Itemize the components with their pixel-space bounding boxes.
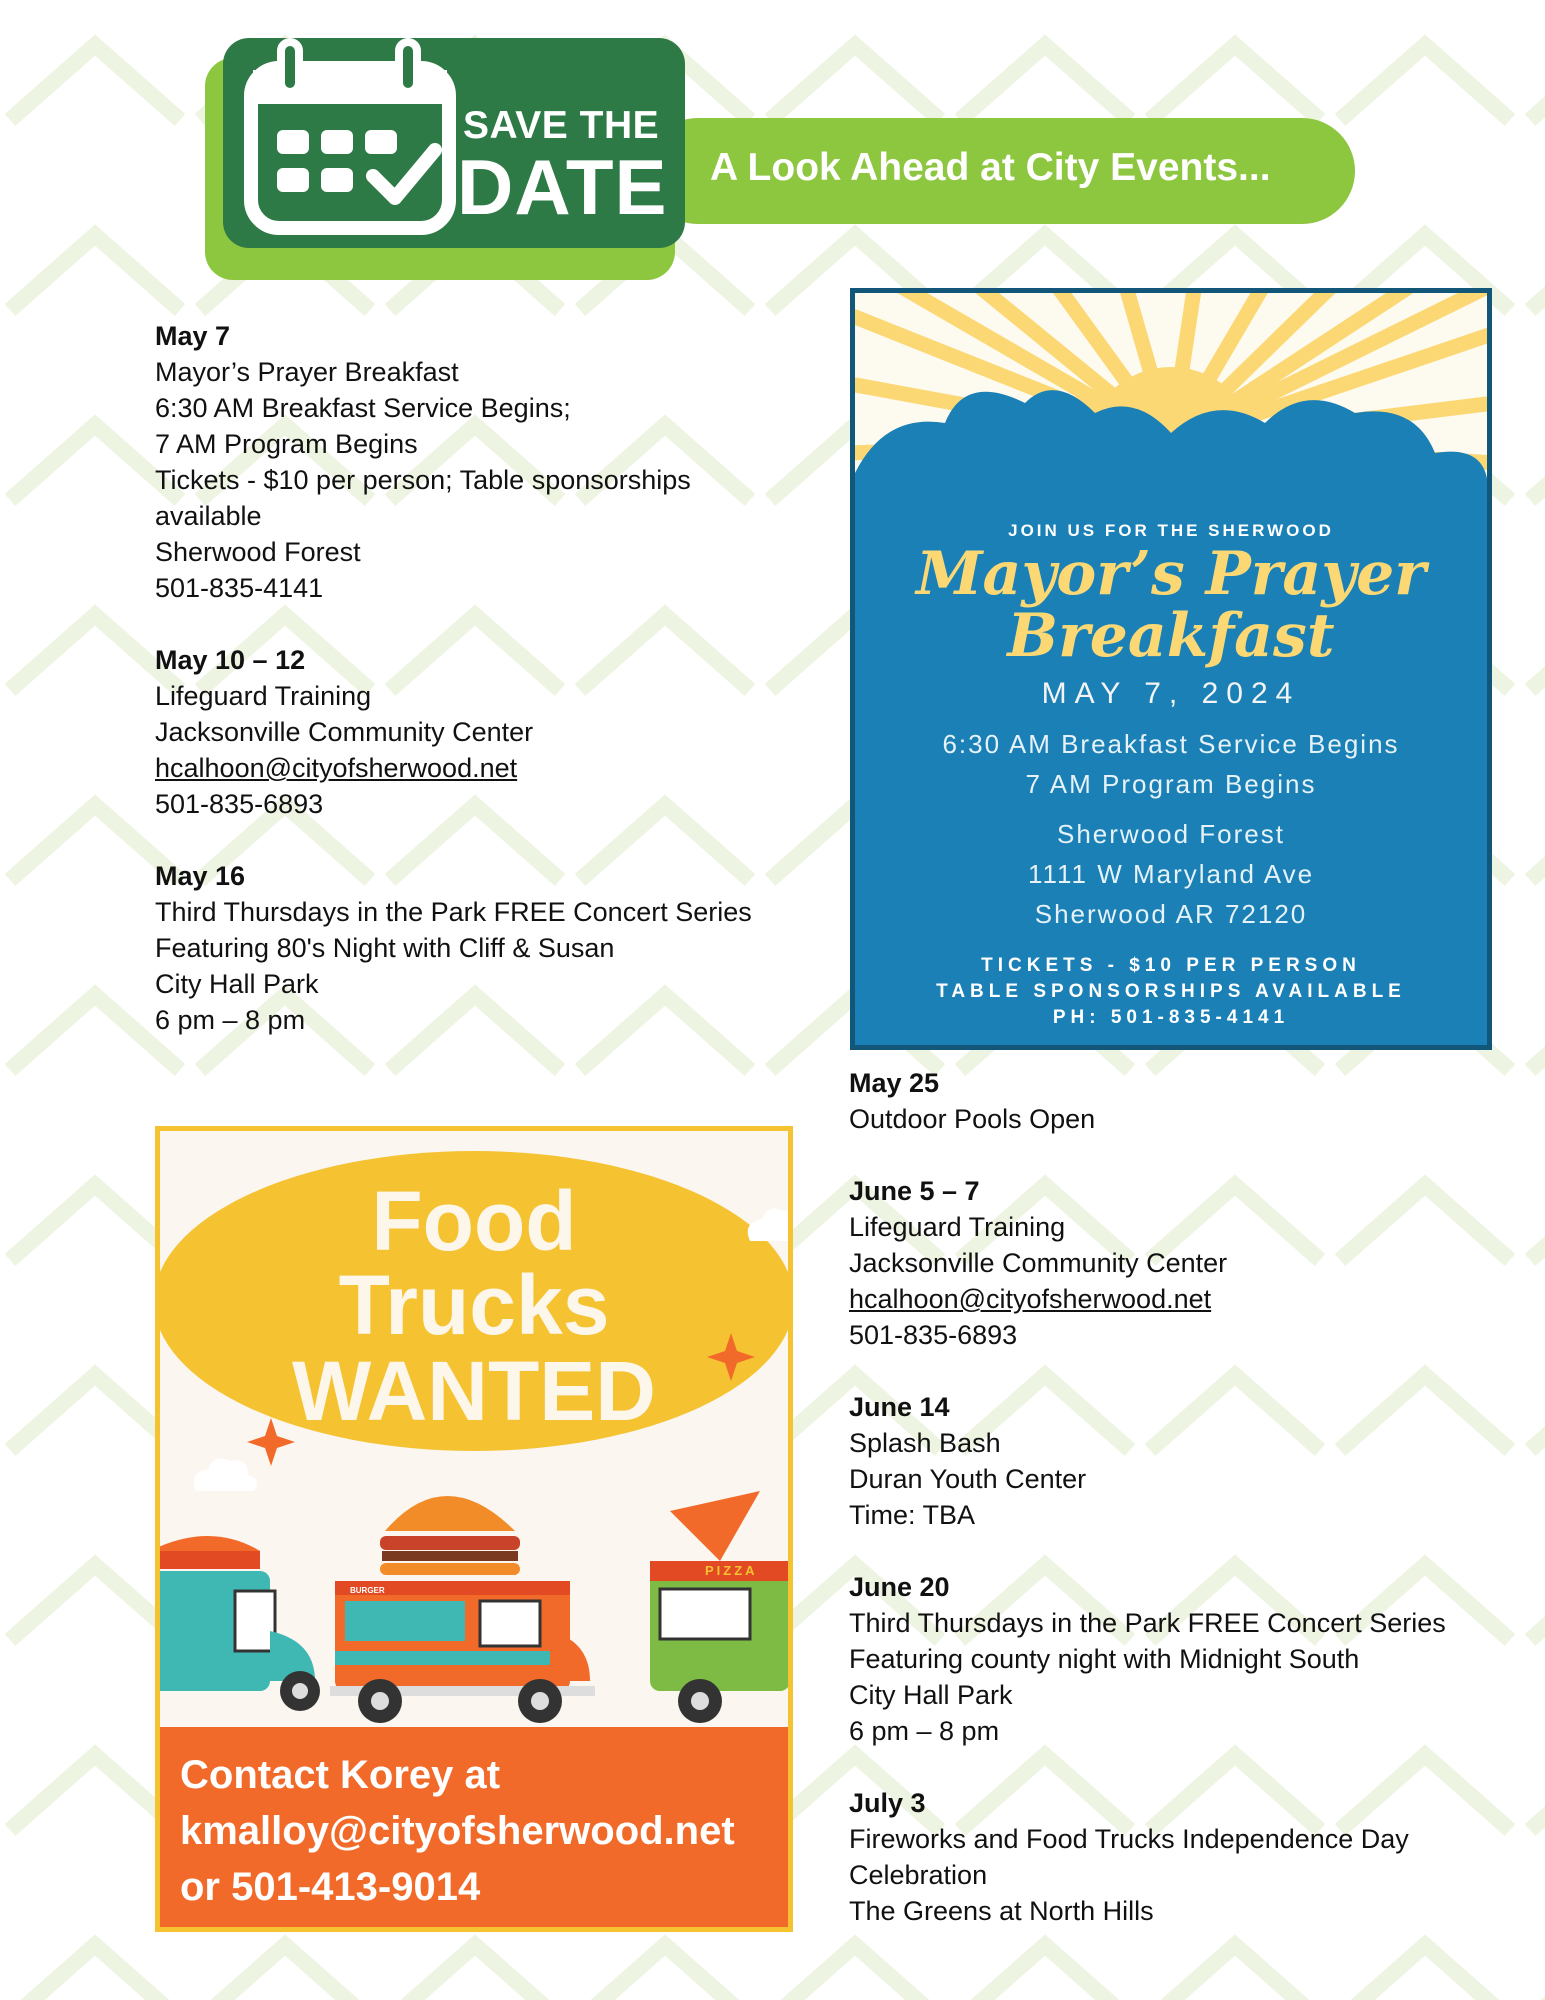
event-date: June 20 (849, 1572, 950, 1602)
mayor-title-line2: Breakfast (1007, 601, 1335, 671)
event-date: May 7 (155, 321, 231, 351)
food-trucks-poster (155, 1126, 793, 1932)
food-truck-right-icon (650, 1491, 788, 1723)
event-line: available (155, 501, 262, 531)
food-headline-wanted: WANTED (292, 1344, 656, 1438)
truck-sign-burger: BURGER (350, 1586, 385, 1595)
event-line: City Hall Park (155, 969, 319, 999)
event-june-14 (849, 1389, 1509, 1533)
event-line: Featuring county night with Midnight South (849, 1644, 1360, 1674)
event-line: Fireworks and Food Trucks Independence Day (849, 1824, 1409, 1854)
save-the-date-header (205, 38, 1395, 288)
event-line: Third Thursdays in the Park FREE Concert Series (155, 897, 752, 927)
mayor-service-line: 6:30 AM Breakfast Service Begins (942, 729, 1400, 759)
mayor-phone: PH: 501-835-4141 (1052, 1007, 1290, 1028)
mayor-title (855, 539, 1487, 671)
food-headline-trucks: Trucks (338, 1258, 610, 1352)
event-email-link[interactable]: hcalhoon@cityofsherwood.net (155, 753, 518, 783)
food-truck-center-icon (330, 1496, 595, 1723)
truck-sign-pizza: PIZZA (705, 1563, 758, 1578)
food-contact-email: kmalloy@cityofsherwood.net (180, 1809, 735, 1853)
event-line: Splash Bash (849, 1428, 1001, 1458)
event-line: 501-835-4141 (155, 573, 324, 603)
events-left-column (155, 318, 815, 1074)
event-line: 7 AM Program Begins (155, 429, 418, 459)
event-line: Lifeguard Training (849, 1212, 1066, 1242)
events-right-column (849, 1065, 1509, 1965)
event-june-5-7 (849, 1173, 1509, 1353)
mayor-address1: 1111 W Maryland Ave (1027, 859, 1315, 889)
event-july-3 (849, 1785, 1509, 1929)
event-phone: 501-835-6893 (155, 789, 324, 819)
mayor-venue: Sherwood Forest (1057, 819, 1285, 849)
event-line: Jacksonville Community Center (155, 717, 534, 747)
mayor-program-line: 7 AM Program Begins (1025, 769, 1317, 799)
event-line: 6 pm – 8 pm (155, 1005, 306, 1035)
food-contact-phone: or 501-413-9014 (180, 1865, 481, 1909)
event-line: Jacksonville Community Center (849, 1248, 1228, 1278)
event-date: June 5 – 7 (849, 1176, 980, 1206)
event-email-link[interactable]: hcalhoon@cityofsherwood.net (849, 1284, 1212, 1314)
food-contact-line1: Contact Korey at (180, 1753, 501, 1797)
event-date: May 10 – 12 (155, 645, 306, 675)
food-headline-food: Food (371, 1174, 577, 1268)
event-date: July 3 (849, 1788, 926, 1818)
event-line: Sherwood Forest (155, 537, 361, 567)
event-phone: 501-835-6893 (849, 1320, 1018, 1350)
mayor-sponsorships: TABLE SPONSORSHIPS AVAILABLE (936, 981, 1406, 1002)
event-line: Tickets - $10 per person; Table sponsorships (155, 465, 691, 495)
event-may-16 (155, 858, 815, 1038)
event-line: City Hall Park (849, 1680, 1013, 1710)
mayor-join-text: JOIN US FOR THE SHERWOOD (1008, 521, 1334, 540)
food-contact-block (180, 1747, 735, 1915)
event-line: Mayor’s Prayer Breakfast (155, 357, 459, 387)
event-may-7 (155, 318, 815, 606)
event-line: Celebration (849, 1860, 988, 1890)
event-date: June 14 (849, 1392, 950, 1422)
event-line: 6:30 AM Breakfast Service Begins; (155, 393, 571, 423)
header-tagline: A Look Ahead at City Events... (710, 146, 1271, 189)
mayor-tickets: TICKETS - $10 PER PERSON (981, 955, 1361, 976)
event-line: Third Thursdays in the Park FREE Concert Series (849, 1608, 1446, 1638)
food-truck-left-icon (160, 1536, 320, 1711)
mayor-address2: Sherwood AR 72120 (1034, 899, 1308, 929)
event-may-25 (849, 1065, 1509, 1137)
event-may-10-12 (155, 642, 815, 822)
event-line: Outdoor Pools Open (849, 1104, 1096, 1134)
event-line: Duran Youth Center (849, 1464, 1087, 1494)
event-line: Featuring 80's Night with Cliff & Susan (155, 933, 615, 963)
event-line: The Greens at North Hills (849, 1896, 1154, 1926)
event-june-20 (849, 1569, 1509, 1749)
event-line: Time: TBA (849, 1500, 976, 1530)
mayor-date: MAY 7, 2024 (1041, 677, 1301, 710)
badge-date: DATE (457, 143, 668, 231)
event-line: 6 pm – 8 pm (849, 1716, 1000, 1746)
mayor-title-line1: Mayor’s Prayer (916, 539, 1426, 609)
mayor-breakfast-poster (850, 288, 1492, 1050)
event-date: May 25 (849, 1068, 940, 1098)
event-line: Lifeguard Training (155, 681, 372, 711)
badge-save-the: SAVE THE (463, 104, 660, 147)
event-date: May 16 (155, 861, 246, 891)
